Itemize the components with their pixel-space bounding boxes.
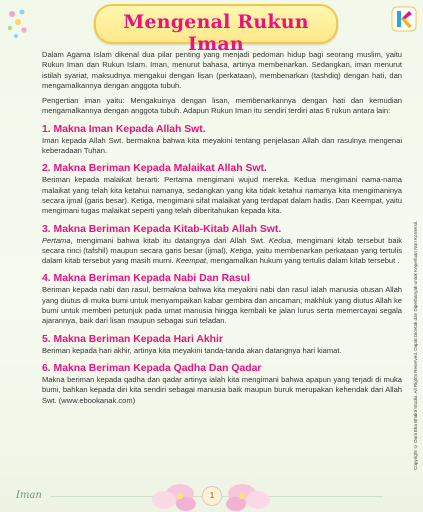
section-body: Makna beriman kepada qadha dan qadar artinya ialah kita mengimani bahwa apapun yang terjadi di muka bumi, bahkan kepada diri kita sendiri sebagai manusia baik maupun buruk merupakan kehendak dari Allah Swt. (www.ebookanak.com): [42, 374, 402, 405]
section-heading: 5. Makna Beriman Kepada Hari Akhir: [42, 333, 223, 345]
k-logo-icon: [391, 6, 417, 32]
title-banner: [94, 4, 338, 55]
section-body: Iman kepada Allah Swt. bermakna bahwa kita meyakini tentang penjelasan Allah dan rasulnya mengenai keberadaan Tuhan.: [42, 135, 402, 156]
flower-decoration-icon: [4, 6, 32, 42]
text-run: , mengamalkan hukum yang tertulis dalam kitab tersebut .: [206, 256, 400, 266]
section-body: Beriman kepada malaikat berarti: Pertama mengimani wujud mereka. Kedua mengimani nama-nama malaikat yang telah kita ketahui namanya, sedangkan yang kita tidak ketahui namanya kita mengimaninya secara ijmal (garis besar). Ketiga, mengimani sifat malaikat yang terdapat dalam hadis. Dan Keempat, yaitu mengimani tugas malaikat seperti yang telah diberitahukan kepada kita.: [42, 175, 402, 216]
section-body: Beriman kepada nabi dan rasul, bermakna bahwa kita meyakini nabi dan rasul ialah manusia utusan Allah yang diutus di muka bumi untuk menyampaikan kabar gembira dan ancaman; makhluk yang diutus Allah ke bumi untuk memberi petunjuk pada umat manusia hingga kembali ke jalan lurus serta memercayai segala ajarannya, baik dari lisan maupun sebagai suri teladan.: [42, 285, 402, 326]
section-heading: 2. Makna Beriman Kepada Malaikat Allah Swt.: [42, 163, 267, 175]
section-heading: 1. Makna Iman Kepada Allah Swt.: [42, 123, 206, 135]
emphasis: Kedua: [268, 235, 291, 245]
text-run: , yaitu membenarkan perkataan yang tertulis dalam kitab tersebut yang masih murni.: [42, 245, 402, 266]
page-number: 1: [202, 486, 222, 506]
intro-paragraph: Pengertian iman yaitu: Mengakuinya dengan lisan, membenarkannya dengan hati dan kemudian mengamalkannya dengan anggota tubuh. Adapun Rukun Iman itu sendiri terdiri atas 6 rukun antara lain:: [42, 96, 402, 116]
section-heading: 4. Makna Beriman Kepada Nabi Dan Rasul: [42, 273, 250, 285]
section-heading: 3. Makna Beriman Kepada Kitab-Kitab Allah Swt.: [42, 223, 282, 235]
emphasis: Keempat: [175, 256, 207, 266]
emphasis: Ketiga: [230, 245, 252, 255]
emphasis: Pertama: [42, 235, 71, 245]
content: [42, 50, 402, 406]
intro-paragraph: Dalam Agama Islam dikenal dua pilar penting yang menjadi pedoman hidup bagi seorang muslim, yaitu Rukun Iman dan Rukun Islam. Iman, menurut bahasa, artinya membenarkan. Sedangkan, iman menurut istilah syariat, maksudnya mengakui dengan lisan (perkataan), membenarkan (tashdiq) dengan hati, dan mengamalkannya dengan anggota tubuh.: [42, 50, 402, 90]
section-body: Beriman kepada hari akhir, artinya kita meyakini tanda-tanda akan datangnya hari kiamat.: [42, 345, 342, 355]
footer-label: Iman: [16, 490, 42, 501]
page-title: Mengenal Rukun Iman: [123, 11, 309, 55]
section-body: [42, 236, 402, 267]
section-heading: 6. Makna Beriman Kepada Qadha Dan Qadar: [42, 362, 262, 374]
text-run: , mengimani kitab tersebut baik secara rinci (tafshil) maupun secara garis besar (ijmal),: [42, 235, 402, 255]
flower-icon: [222, 470, 282, 512]
text-run: , mengimani bahwa kitab itu datangnya dari Allah Swt.: [70, 235, 269, 245]
flower-icon: [140, 470, 200, 512]
copyright-side-text: Copyright © Dani Eka Bhakti Studio. All Rights Reserved. Dapat Dicetak dan Diperbanyak untuk Keperluan Non Komersil.: [413, 220, 418, 470]
